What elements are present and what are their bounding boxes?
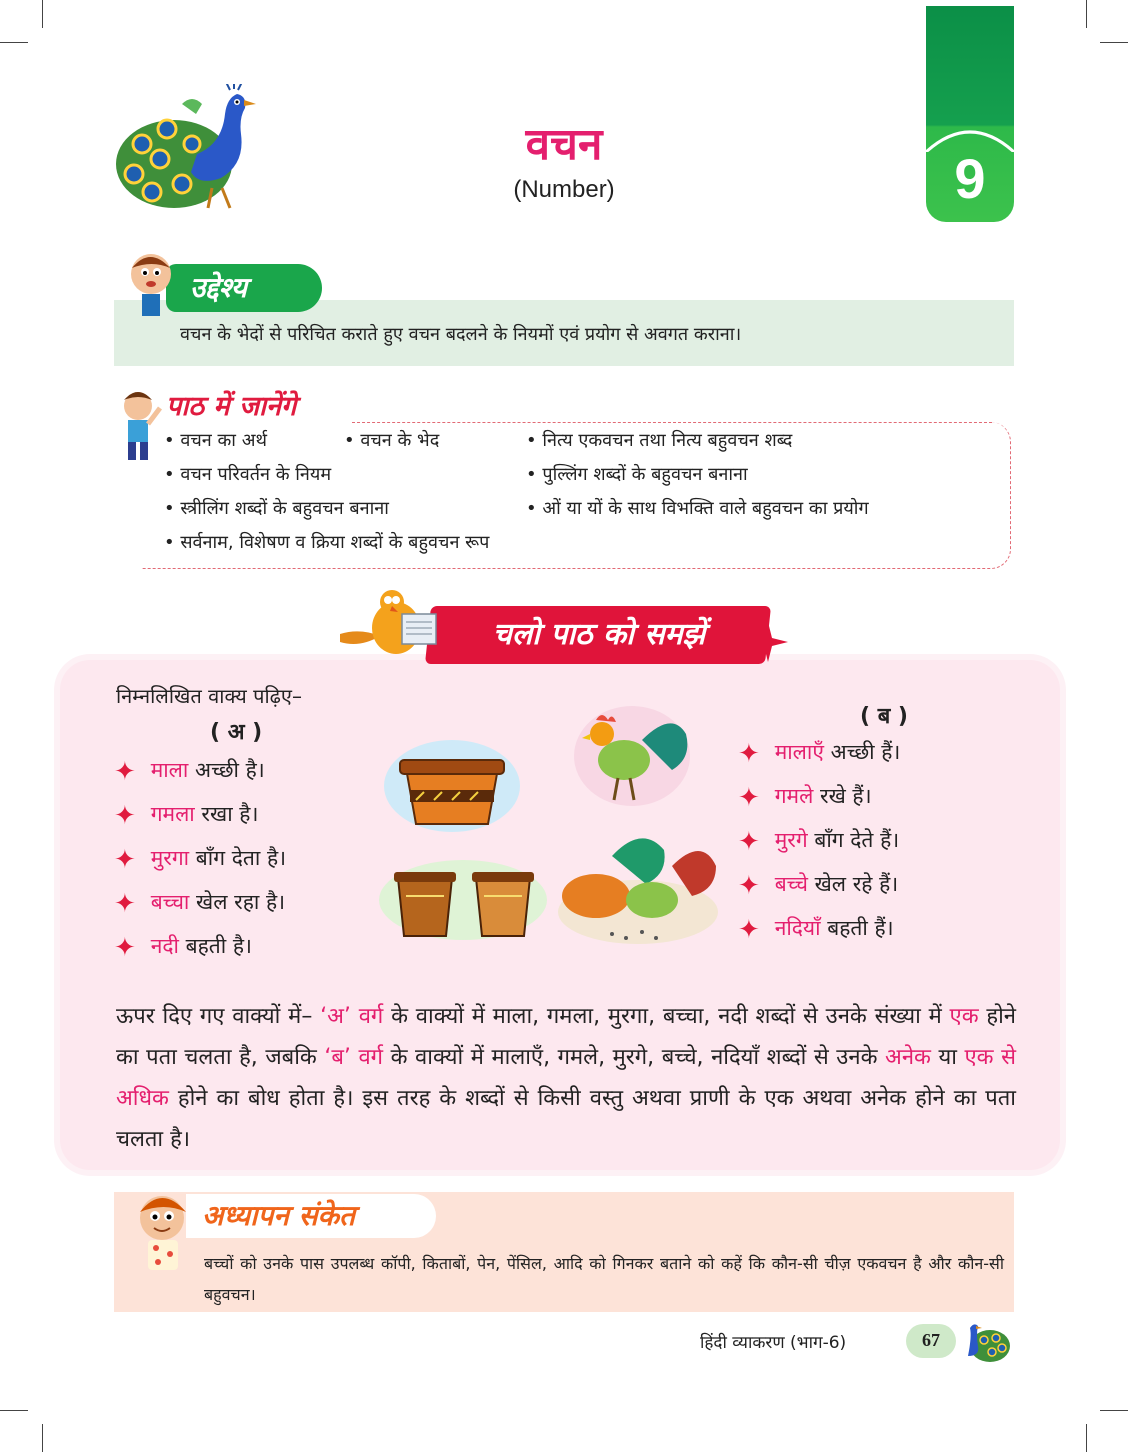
pots-icon (376, 856, 550, 944)
learn-item: • सर्वनाम, विशेषण व क्रिया शब्दों के बहुवचन रूप (164, 532, 490, 553)
page-subtitle: (Number) (513, 176, 615, 203)
crop-mark (1100, 1410, 1128, 1411)
page-title: वचन (525, 119, 603, 170)
star-bullet-icon: ✦ (738, 783, 760, 813)
learn-heading: पाठ में जानेंगे (166, 391, 297, 422)
crop-mark (42, 0, 43, 28)
sentence-rest: रखे हैं। (813, 784, 872, 808)
sentence-a-3 (114, 844, 286, 875)
highlight-text: एक से अधिक (116, 1045, 1016, 1111)
keyword: मालाएँ (774, 740, 824, 764)
star-bullet-icon: ✦ (114, 757, 136, 787)
objective-heading-pill (166, 264, 322, 312)
star-bullet-icon: ✦ (114, 889, 136, 919)
learn-item: • स्त्रीलिंग शब्दों के बहुवचन बनाना (164, 498, 389, 519)
sentence-b-2 (738, 782, 872, 813)
crop-mark (0, 1410, 28, 1411)
teaching-tip-heading: अध्यापन संकेत (202, 1199, 355, 1232)
sentence-rest: अच्छी हैं। (823, 740, 901, 764)
sentence-rest: खेल रहा है। (189, 890, 286, 914)
teaching-tip-text: बच्चों को उनके पास उपलब्ध कॉपी, किताबों, पेन, पेंसिल, आदि को गिनकर बताने को कहें कि कौन-सी चीज़ एकवचन है और कौन-सी बहुवचन। (204, 1254, 1004, 1304)
rooster-icon (572, 700, 696, 812)
paragraph-text: के वाक्यों में मालाएँ, गमले, मुरगे, बच्चे, नदियाँ शब्दों से उनके (383, 1045, 886, 1070)
sentence-a-2 (114, 800, 258, 831)
star-bullet-icon: ✦ (738, 739, 760, 769)
column-a-heading: ( अ ) (210, 720, 263, 745)
column-b-heading: ( ब ) (860, 704, 908, 729)
sentence-rest: बहती है। (178, 934, 252, 958)
sentence-b-3 (738, 826, 899, 857)
sentence-rest: अच्छी है। (188, 758, 265, 782)
bird-reading-icon (336, 584, 440, 668)
star-bullet-icon: ✦ (738, 871, 760, 901)
pot-icon (382, 738, 522, 834)
keyword: बच्चा (150, 890, 190, 914)
learn-item: • वचन परिवर्तन के नियम (164, 464, 332, 485)
sentence-b-5 (738, 914, 894, 945)
keyword: नदी (150, 934, 179, 958)
keyword: नदियाँ (774, 916, 821, 940)
sentence-b-1 (738, 738, 900, 769)
footer-book-title: हिंदी व्याकरण (भाग-6) (700, 1333, 847, 1353)
sentence-rest: बाँग देता है। (189, 846, 287, 870)
section-banner-text: चलो पाठ को समझें (492, 617, 706, 652)
star-bullet-icon: ✦ (738, 915, 760, 945)
learn-item: • वचन का अर्थ (164, 430, 267, 451)
learn-item: • ओं या यों के साथ विभक्ति वाले बहुवचन का प्रयोग (526, 498, 869, 519)
sentence-b-4 (738, 870, 898, 901)
boy-icon (126, 250, 176, 320)
highlight-text: ‘अ’ वर्ग (320, 1004, 384, 1029)
paragraph-text: होने का बोध होता है। इस तरह के शब्दों से किसी वस्तु अथवा प्राणी के एक अथवा अनेक होने का पता चलता है। (116, 1086, 1016, 1152)
chapter-number: 9 (954, 147, 986, 210)
sentence-a-1 (114, 756, 265, 787)
star-bullet-icon: ✦ (114, 801, 136, 831)
page-number: 67 (922, 1330, 940, 1350)
crop-mark (1086, 0, 1087, 28)
paragraph-text: के वाक्यों में माला, गमला, मुरगा, बच्चा, नदी शब्दों से उनके संख्या में (383, 1004, 950, 1029)
highlight-text: अनेक (885, 1045, 931, 1070)
peacock-icon (956, 1316, 1012, 1366)
keyword: मुरगा (150, 846, 190, 870)
sentence-rest: बाँग देते हैं। (807, 828, 900, 852)
star-bullet-icon: ✦ (114, 933, 136, 963)
roosters-icon (552, 826, 722, 950)
crop-mark (42, 1424, 43, 1452)
keyword: माला (150, 758, 189, 782)
star-bullet-icon: ✦ (114, 845, 136, 875)
crop-mark (1086, 1424, 1087, 1452)
explanation-paragraph (116, 996, 1016, 1160)
learn-item: • नित्य एकवचन तथा नित्य बहुवचन शब्द (526, 430, 793, 451)
objective-text: वचन के भेदों से परिचित कराते हुए वचन बदलने के नियमों एवं प्रयोग से अवगत कराना। (180, 324, 742, 345)
sentence-a-4 (114, 888, 285, 919)
highlight-text: ‘ब’ वर्ग (324, 1045, 384, 1070)
sentence-a-5 (114, 932, 252, 963)
keyword: गमले (774, 784, 814, 808)
sentence-rest: खेल रहे हैं। (807, 872, 899, 896)
keyword: बच्चे (774, 872, 808, 896)
keyword: मुरगे (774, 828, 808, 852)
objective-heading: उद्देश्य (190, 271, 248, 304)
sparkle-icon (744, 612, 794, 682)
star-bullet-icon: ✦ (738, 827, 760, 857)
paragraph-text: ऊपर दिए गए वाक्यों में– (116, 1004, 321, 1029)
exercise-intro: निम्नलिखित वाक्य पढ़िए– (116, 684, 302, 708)
sentence-rest: रखा है। (194, 802, 259, 826)
paragraph-text: होने का पता चलता है, जबकि (116, 1004, 1016, 1070)
keyword: गमला (150, 802, 195, 826)
boy-icon (132, 1190, 198, 1274)
learn-item: • वचन के भेद (344, 430, 440, 451)
crop-mark (0, 42, 28, 43)
sentence-rest: बहती हैं। (820, 916, 894, 940)
paragraph-text: या (930, 1045, 965, 1070)
highlight-text: एक (949, 1004, 979, 1029)
crop-mark (1100, 42, 1128, 43)
learn-item: • पुल्लिंग शब्दों के बहुवचन बनाना (526, 464, 748, 485)
